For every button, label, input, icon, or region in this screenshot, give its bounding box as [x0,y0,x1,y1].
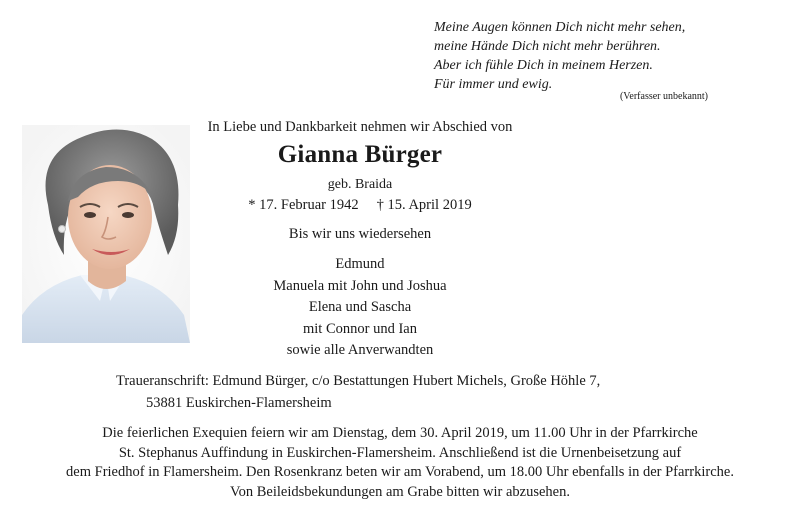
maiden-name: geb. Braida [327,177,393,192]
mourning-address [116,371,600,414]
closing-note: Von Beileidsbekundungen am Grabe bitten wir abzusehen. [230,484,570,500]
service-line: Die feierlichen Exequien feiern wir am Dienstag, dem 30. April 2019, um 11.00 Uhr in der Pfarrkirche [102,425,698,441]
address-line: Traueranschrift: Edmund Bürger, c/o Bestattungen Hubert Michels, Große Höhle 7, [116,373,601,389]
death-date: † 15. April 2019 [376,197,472,213]
poem-line: Meine Augen können Dich nicht mehr sehen, [434,20,686,35]
address-line: 53881 Euskirchen-Flamersheim [146,394,332,411]
service-details [10,424,790,483]
birth-date: * 17. Februar 1942 [248,197,359,213]
mourner-line: mit Connor und Ian [303,320,417,337]
poem-line: meine Hände Dich nicht mehr berühren. [434,39,661,54]
mourners-list [160,254,560,362]
mourner-line: Manuela mit John und Joshua [273,277,447,294]
life-dates [160,197,560,214]
mourner-line: Edmund [335,256,385,272]
poem-line: Für immer und ewig. [434,77,553,92]
poem-author: (Verfasser unbekannt) [619,91,708,102]
deceased-name: Gianna Bürger [277,141,443,168]
intro-text: In Liebe und Dankbarkeit nehmen wir Abschied von [207,119,513,135]
mourner-line: sowie alle Anverwandten [286,342,434,359]
farewell-text: Bis wir uns wiedersehen [288,226,432,242]
mourner-line: Elena und Sascha [308,299,412,316]
service-line: St. Stephanus Auffindung in Euskirchen-Flamersheim. Anschließend ist die Urnenbeisetzung auf [118,444,682,461]
service-line: dem Friedhof in Flamersheim. Den Rosenkranz beten wir am Vorabend, um 18.00 Uhr ebenfalls in der Pfarrkirche. [66,464,734,481]
poem-line: Aber ich fühle Dich in meinem Herzen. [434,58,653,73]
poem [434,18,774,94]
